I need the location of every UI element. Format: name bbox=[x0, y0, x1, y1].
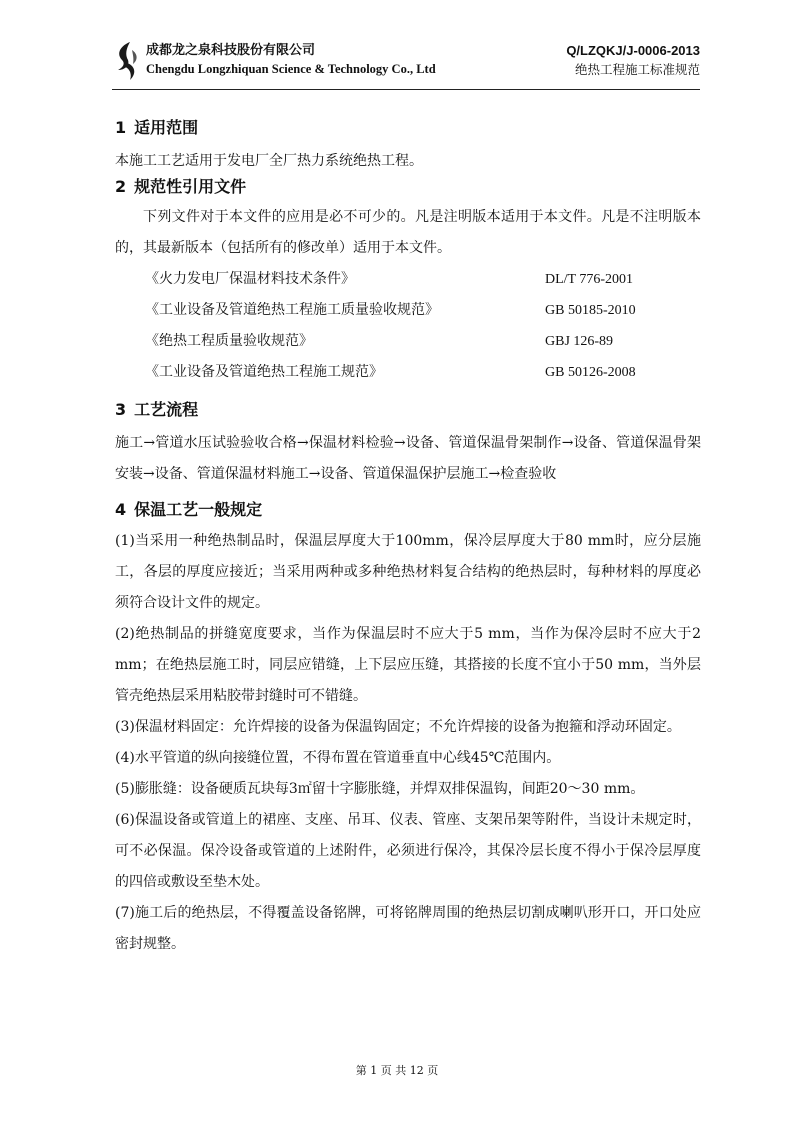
references-intro: 下列文件对于本文件的应用是必不可少的。凡是注明版本适用于本文件。凡是不注明版本的，其最新版本（包括所有的修改单）适用于本文件。 bbox=[115, 209, 701, 256]
rule-item: (6)保温设备或管道上的裙座、支座、吊耳、仪表、管座、支架吊架等附件，当设计未规定时，可不必保温。保冷设备或管道的上述附件，必须进行保冷，其保冷层长度不得小于保冷层厚度的四倍或敷设至垫木处。 bbox=[115, 812, 701, 890]
rule-item: (2)绝热制品的拼缝宽度要求，当作为保温层时不应大于5 mm，当作为保冷层时不应大于2 mm；在绝热层施工时，同层应错缝，上下层应压缝，其搭接的长度不宜小于50 mm，当外层管壳绝热层采用粘胶带封缝时可不错缝。 bbox=[115, 626, 701, 704]
company-name-cn: 成都龙之泉科技股份有限公司 bbox=[146, 43, 316, 58]
process-paragraph: 施工→管道水压试验验收合格→保温材料检验→设备、管道保温骨架制作→设备、管道保温骨架安装→设备、管道保温材料施工→设备、管道保温保护层施工→检查验收 bbox=[115, 435, 701, 482]
company-name bbox=[146, 42, 436, 78]
section-heading-1: 1 适用范围 bbox=[115, 118, 199, 137]
reference-title: 《火力发电厂保温材料技术条件》 bbox=[145, 271, 355, 287]
reference-title: 《工业设备及管道绝热工程施工质量验收规范》 bbox=[145, 302, 439, 318]
page-header bbox=[112, 36, 700, 88]
reference-code: DL/T 776-2001 bbox=[545, 272, 634, 287]
reference-item bbox=[115, 295, 701, 326]
rule-item: (4)水平管道的纵向接缝位置，不得布置在管道垂直中心线45℃范围内。 bbox=[115, 750, 561, 766]
reference-title: 《工业设备及管道绝热工程施工规范》 bbox=[145, 364, 383, 380]
references-list bbox=[115, 264, 701, 388]
header-divider bbox=[112, 89, 700, 90]
page-number: 第 1 页 共 12 页 bbox=[355, 1064, 439, 1077]
rule-item: (1)当采用一种绝热制品时，保温层厚度大于100mm，保冷层厚度大于80 mm时，应分层施工，各层的厚度应接近；当采用两种或多种绝热材料复合结构的绝热层时，每种材料的厚度必须符合设计文件的规定。 bbox=[115, 533, 701, 611]
document-info bbox=[566, 42, 700, 80]
section-heading-4: 4 保温工艺一般规定 bbox=[115, 500, 263, 519]
reference-code: GBJ 126-89 bbox=[545, 334, 614, 349]
scope-paragraph: 本施工工艺适用于发电厂全厂热力系统绝热工程。 bbox=[115, 153, 423, 169]
company-logo-icon bbox=[112, 40, 142, 82]
document-name: 绝热工程施工标准规范 bbox=[574, 62, 700, 77]
rules-list bbox=[115, 526, 701, 960]
reference-item bbox=[115, 326, 701, 357]
reference-code: GB 50185-2010 bbox=[545, 303, 636, 318]
document-body bbox=[115, 118, 701, 960]
company-name-en: Chengdu Longzhiquan Science & Technology Co., Ltd bbox=[146, 62, 436, 76]
rule-item: (3)保温材料固定：允许焊接的设备为保温钩固定；不允许焊接的设备为抱箍和浮动环固定。 bbox=[115, 719, 681, 735]
document-code: Q/LZQKJ/J-0006-2013 bbox=[566, 43, 700, 58]
rule-item: (7)施工后的绝热层，不得覆盖设备铭牌，可将铭牌周围的绝热层切割成喇叭形开口，开口处应密封规整。 bbox=[115, 905, 701, 952]
section-heading-3: 3 工艺流程 bbox=[115, 400, 199, 419]
reference-code: GB 50126-2008 bbox=[545, 365, 636, 380]
reference-title: 《绝热工程质量验收规范》 bbox=[145, 333, 313, 349]
section-heading-2: 2 规范性引用文件 bbox=[115, 177, 247, 196]
reference-item bbox=[115, 264, 701, 295]
rule-item: (5)膨胀缝：设备硬质瓦块每3㎡留十字膨胀缝，并焊双排保温钩，间距20～30 mm。 bbox=[115, 781, 645, 797]
reference-item bbox=[115, 357, 701, 388]
